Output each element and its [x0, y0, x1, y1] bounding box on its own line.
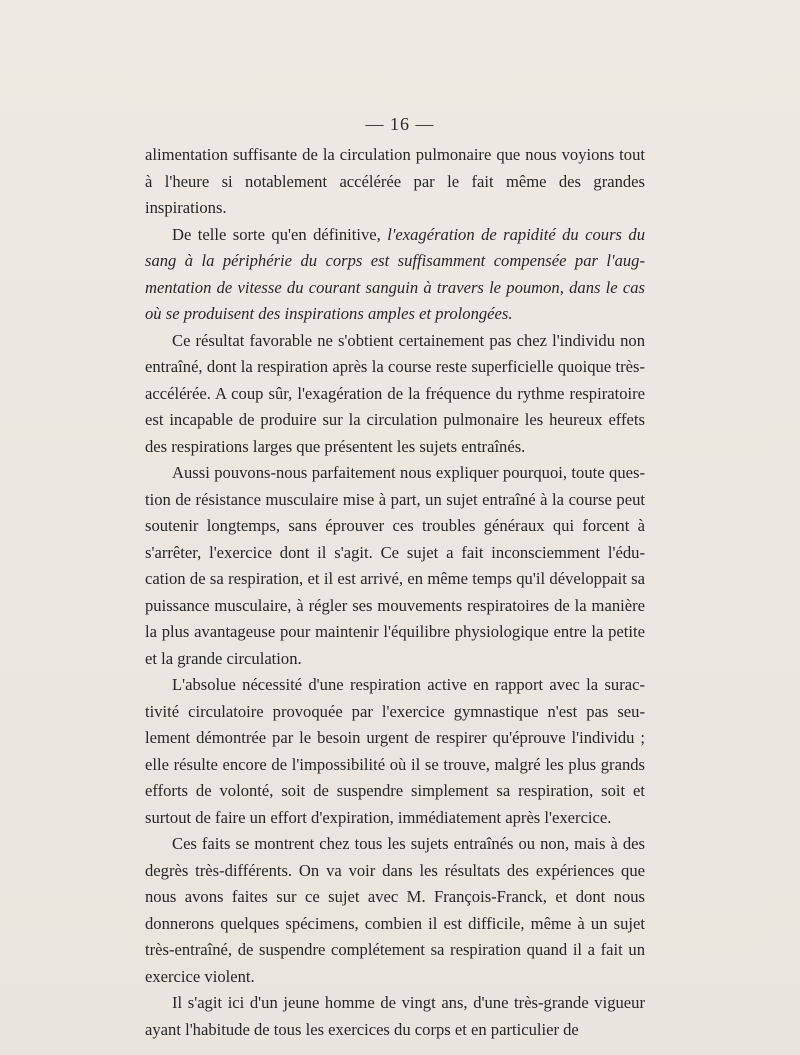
paragraph-7: [145, 990, 645, 1043]
paragraph-6: [145, 831, 645, 990]
text-run: Ce résultat favorable ne s'obtient certainement pas chez l'individu non entraîné, dont la respiration après la course reste superficielle quoique très-accélérée. A coup sûr, l'exagération de la fréquence du rythme respiratoire est incapable de produire sur la circulation pulmonaire les heureux effets des respirations larges que présentent les sujets entraînés.: [145, 330, 645, 456]
body-text: [145, 142, 645, 1043]
italic-text-run: dans le cas où se produisent des inspirations amples et prolongées.: [145, 277, 645, 323]
italic-text-run: l'exagération de rapidité du cours du sang à la périphérie du corps est suffisamment compensée par l'aug-mentation de vitesse du courant sanguin à travers le poumon: [145, 224, 645, 297]
text-run: ,: [559, 277, 570, 297]
text-run: L'absolue nécessité d'une respiration active en rapport avec la surac-tivité circulatoire provoquée par l'exercice gymnastique n'est pas seu-lement démontrée par le besoin urgent de respirer qu'éprouve l'individu ; elle résulte encore de l'impossibilité où il se trouve, malgré les plus grands efforts de volonté, soit de suspendre simplement sa respiration, soit et surtout de faire un effort d'expiration, immédiatement après l'exercice.: [145, 675, 645, 827]
text-run: Aussi pouvons-nous parfaitement nous expliquer pourquoi, toute ques-tion de résistance musculaire mise à part, un sujet entraîné à la course peut soutenir longtemps, sans éprouver ces troubles généraux qui forcent à s'arrêter, l'exercice dont il s'agit. Ce sujet a fait inconsciemment l'édu-cation de sa respiration, et il est arrivé, en même temps qu'il développait sa puissance musculaire, à régler ses mouvements respiratoires de la manière la plus avantageuse pour maintenir l'équilibre physiologique entre la petite et la grande circulation.: [145, 463, 645, 668]
text-run: Il s'agit ici d'un jeune homme de vingt ans, d'une très-grande vigueur ayant l'habitude de tous les exercices du corps et en particulier de: [145, 993, 645, 1039]
text-run: alimentation suffisante de la circulation pulmonaire que nous voyions tout à l'heure si notablement accélérée par le fait même des grandes inspirations.: [145, 145, 645, 217]
paragraph-2: [145, 222, 645, 328]
text-run: De telle sorte qu'en définitive,: [172, 224, 388, 244]
paragraph-5: [145, 672, 645, 831]
text-run: Ces faits se montrent chez tous les sujets entraînés ou non, mais à des degrès très-différents. On va voir dans les résultats des expériences que nous avons faites sur ce sujet avec M. François-Franck, et dont nous donnerons quelques spécimens, combien il est difficile, même à un sujet très-entraîné, de suspendre complétement sa respiration quand il a fait un exercice violent.: [145, 834, 645, 986]
paragraph-4: [145, 460, 645, 672]
page-number: — 16 —: [365, 114, 435, 134]
paragraph-1: [145, 142, 645, 222]
paragraph-3: [145, 328, 645, 461]
